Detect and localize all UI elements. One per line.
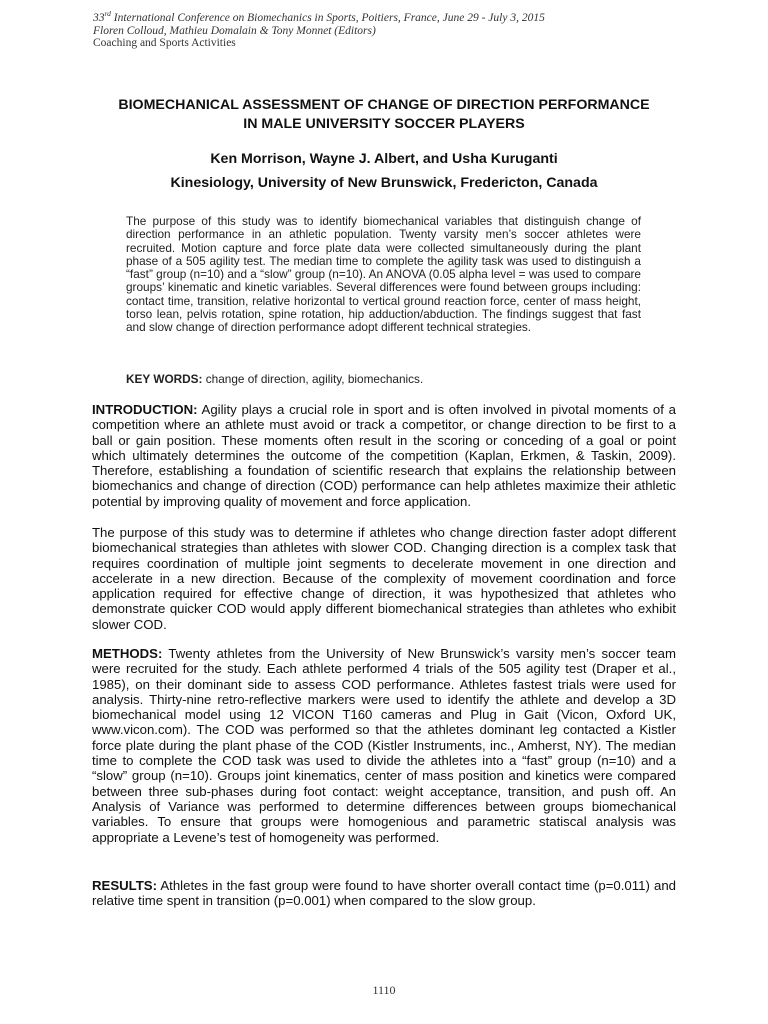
paper-title <box>80 96 688 133</box>
ordinal-number: 33 <box>93 12 105 24</box>
section-line: Coaching and Sports Activities <box>93 37 236 49</box>
title-line-1: BIOMECHANICAL ASSESSMENT OF CHANGE OF DIRECTION PERFORMANCE <box>118 97 650 113</box>
results-text: Athletes in the fast group were found to have shorter overall contact time (p=0.011) and relative time spent in transition (p=0.001) when compared to the slow group. <box>92 878 676 909</box>
introduction-text: Agility plays a crucial role in sport and is often involved in pivotal moments of a competition where an athlete must avoid or track a competitor, or change direction to be first to a ball or gain position. These moments often result in the scoring or conceding of a goal or point which ultimately determines the outcome of the competition (Kaplan, Erkmen, & Taskin, 2009). Therefore, establishing a foundation of scientific research that explains the relationship between biomechanics and change of direction (COD) performance can help athletes maximize their athletic potential by improving quality of movement and force application. <box>92 402 676 509</box>
title-line-2: IN MALE UNIVERSITY SOCCER PLAYERS <box>243 115 525 132</box>
methods-paragraph <box>92 646 676 845</box>
results-heading: RESULTS: <box>92 878 157 893</box>
running-header <box>93 9 693 50</box>
authors: Ken Morrison, Wayne J. Albert, and Usha Kuruganti <box>210 151 558 167</box>
abstract: The purpose of this study was to identify biomechanical variables that distinguish change of direction performance in an athletic population. Twenty varsity men’s soccer athletes were recruited. Motion capture and force plate data were collected simultaneously during the plant phase of a 505 agility test. The median time to complete the agility task was used to distinguish a “fast” group (n=10) and a “slow” group (n=10). An ANOVA (0.05 alpha level = was used to compare groups’ kinematic and kinetic variables. Several differences were found between groups including: contact time, transition, relative horizontal to vertical ground reaction force, center of mass height, torso lean, pelvis rotation, spine rotation, hip adduction/abduction. The findings suggest that fast and slow change of direction performance adopt different technical strategies. <box>126 214 641 335</box>
methods-text: Twenty athletes from the University of New Brunswick’s varsity men’s soccer team were recruited for the study. Each athlete performed 4 trials of the 505 agility test (Draper et al., 1985), on their dominant side to assess COD performance. Athletes fastest trials were used for analysis. Thirty-nine retro-reflective markers were used to identify the athlete and develop a 3D biomechanical model using 12 VICON T160 cameras and Plug in Gait (Vicon, Oxford UK, www.vicon.com). The COD was performed so that the athletes dominant leg contacted a Kistler force plate during the plant phase of the COD (Kistler Instruments, inc., Amherst, NY). The median time to complete the COD task was used to divide the athletes into a “fast” group (n=10) and a “slow” group (n=10). Groups joint kinematics, center of mass position and kinetics were compared between three sub-phases during foot contact: weight acceptance, transition, and push off. An Analysis of Variance was performed to determine differences between groups biomechanical variables. To ensure that groups were homogenious and parametric statiscal analysis was appropriate a Levene’s test of homogeneity was performed. <box>92 646 676 845</box>
keywords-text: change of direction, agility, biomechanics. <box>202 372 424 386</box>
keywords <box>126 372 641 386</box>
conference-line <box>93 9 693 25</box>
conference-name: International Conference on Biomechanics in Sports, Poitiers, France, June 29 - July 3, 2015 <box>110 12 545 24</box>
methods-heading: METHODS: <box>92 646 163 661</box>
ordinal-suffix: rd <box>104 9 111 19</box>
page-number: 1110 <box>372 983 396 997</box>
results-paragraph <box>92 878 676 909</box>
purpose-paragraph: The purpose of this study was to determine if athletes who change direction faster adopt different biomechanical strategies than athletes with slower COD. Changing direction is a complex task that requires coordination of multiple joint segments to decelerate movement in one direction and accelerate in a new direction. Because of the complexity of movement coordination and force application required for effective change of direction, it was hypothesized that athletes who demonstrate quicker COD would apply different biomechanical strategies than athletes who exhibit slower COD. <box>92 525 676 632</box>
introduction-paragraph <box>92 402 676 509</box>
author-block <box>80 147 688 195</box>
keywords-label: KEY WORDS: <box>126 372 203 386</box>
introduction-heading: INTRODUCTION: <box>92 402 198 417</box>
editors-line: Floren Colloud, Mathieu Domalain & Tony Monnet (Editors) <box>93 24 376 37</box>
affiliation: Kinesiology, University of New Brunswick, Fredericton, Canada <box>170 175 598 191</box>
